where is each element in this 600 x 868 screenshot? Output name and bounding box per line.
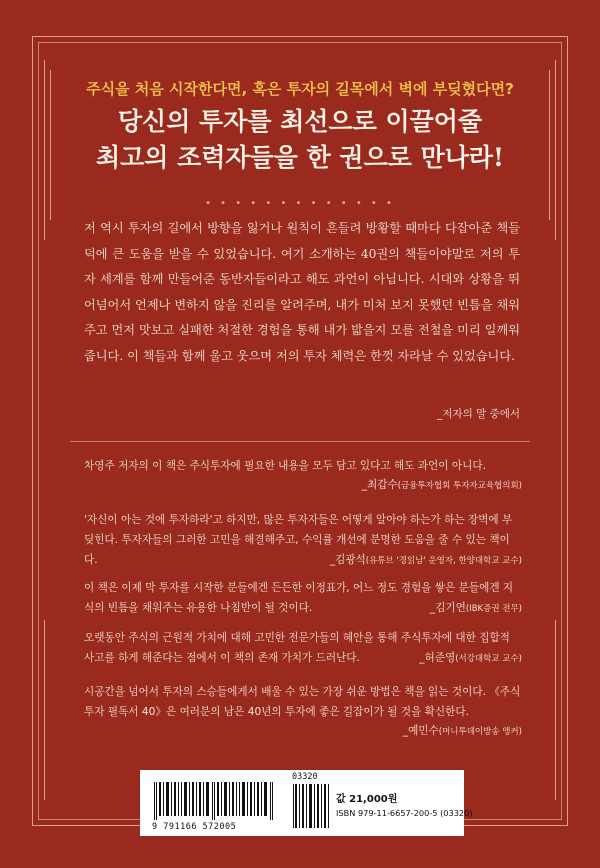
addon-bars xyxy=(292,784,332,828)
reviewer-affiliation: (금융투자협회 투자자교육협의회) xyxy=(397,481,522,491)
reviewer-affiliation: (서강대학교 교수) xyxy=(455,654,522,664)
review-signature xyxy=(84,551,522,570)
reviewer-name: _예민수 xyxy=(402,725,439,737)
addon-number: 03320 xyxy=(292,772,318,782)
reviewer-name: _허준영 xyxy=(419,652,456,664)
isbn-text: ISBN 979-11-6657-200-5 (03320) xyxy=(336,808,473,818)
review-4 xyxy=(84,628,522,668)
review-signature xyxy=(84,476,522,495)
frame-line-right-3 xyxy=(555,620,556,800)
barcode-bars xyxy=(152,782,280,820)
reviewer-name: _최갑수 xyxy=(361,479,398,491)
author-preface: 저 역시 투자의 길에서 방향을 잃거나 원칙이 흔들려 방황할 때마다 다잡아준 책들 덕에 큰 도움을 받을 수 있었습니다. 여기 소개하는 40권의 책들이야말로 저의 투자 세계를 함께 만들어준 동반자들이라고 해도 과언이 아닙니다. 시대와 상황을 뛰어넘어서 언제나 변하지 않을 진리를 알려주며, 내가 미처 보지 못했던 빈틈을 채워주고 먼저 맛보고 실패한 처절한 경험을 통해 내가 밟을지 모를 전철을 미리 일깨워줍니다. 이 책들과 함께 울고 웃으며 저의 투자 체력은 한껏 자라날 수 있었습니다. xyxy=(84,221,520,363)
section-divider xyxy=(70,441,530,442)
price: 값 21,000원 xyxy=(336,794,398,805)
reviewer-name: _김광석 xyxy=(329,554,366,566)
review-text: 이 책은 이제 막 투자를 시작한 분들에겐 든든한 이정표가, 어느 정도 경험을 쌓은 분들에겐 지식의 빈틈을 채워주는 유용한 나침반이 될 것이다. xyxy=(84,582,514,614)
isbn-barcode xyxy=(140,770,288,836)
review-text: 차영주 저자의 이 책은 주식투자에 필요한 내용을 모두 담고 있다고 해도 과언이 아니다. xyxy=(84,460,486,472)
frame-line-left-3 xyxy=(44,620,45,800)
addon-barcode xyxy=(288,770,336,836)
tagline: 주식을 처음 시작한다면, 혹은 투자의 길목에서 벽에 부딪혔다면? xyxy=(86,80,514,98)
review-text: 오랫동안 주식의 근원적 가치에 대해 고민한 전문가들의 혜안을 통해 주식투자에 대한 집합적 사고를 하게 해준다는 점에서 이 책의 존재 가치가 드러난다. xyxy=(84,632,510,664)
headline-line-1: 당신의 투자를 최선으로 이끌어줄 xyxy=(117,107,483,136)
dot-separator: • • • • • • • • • • • • • xyxy=(205,198,395,209)
review-signature xyxy=(84,722,522,741)
review-3 xyxy=(84,578,522,618)
review-5 xyxy=(84,682,522,741)
review-text: '자신이 아는 것에 투자하라'고 하지만, 많은 투자자들은 어떻게 알아야 하는가 하는 장벽에 부딪힌다. 투자자들의 그러한 고민을 해결해주고, 수익률 개선에 분명한 도움을 줄 수 있는 책이다. xyxy=(84,514,513,566)
reviewer-affiliation: (유튜브 '경읽남' 운영자, 한양대학교 교수) xyxy=(365,556,522,566)
reviewer-affiliation: (IBK증권 전무) xyxy=(465,604,522,614)
barcode-number: 9 791166 572005 xyxy=(152,822,237,832)
review-1 xyxy=(84,456,522,495)
review-text: 시공간을 넘어서 투자의 스승들에게서 배울 수 있는 가장 쉬운 방법은 책을 읽는 것이다. 《주식투자 필독서 40》은 여러분의 남은 40년의 투자에 좋은 길잡이가 될 것을 확신한다. xyxy=(84,686,521,718)
headline-line-2: 최고의 조력자들을 한 권으로 만나라! xyxy=(95,143,505,172)
review-2 xyxy=(84,510,522,570)
headline xyxy=(0,104,600,176)
price-info xyxy=(336,770,473,836)
reviewer-name: _김기연 xyxy=(429,602,466,614)
reviewer-affiliation: (머니투데이방송 앵커) xyxy=(438,727,522,737)
preface-signature: _저자의 말 중에서 xyxy=(437,408,520,420)
